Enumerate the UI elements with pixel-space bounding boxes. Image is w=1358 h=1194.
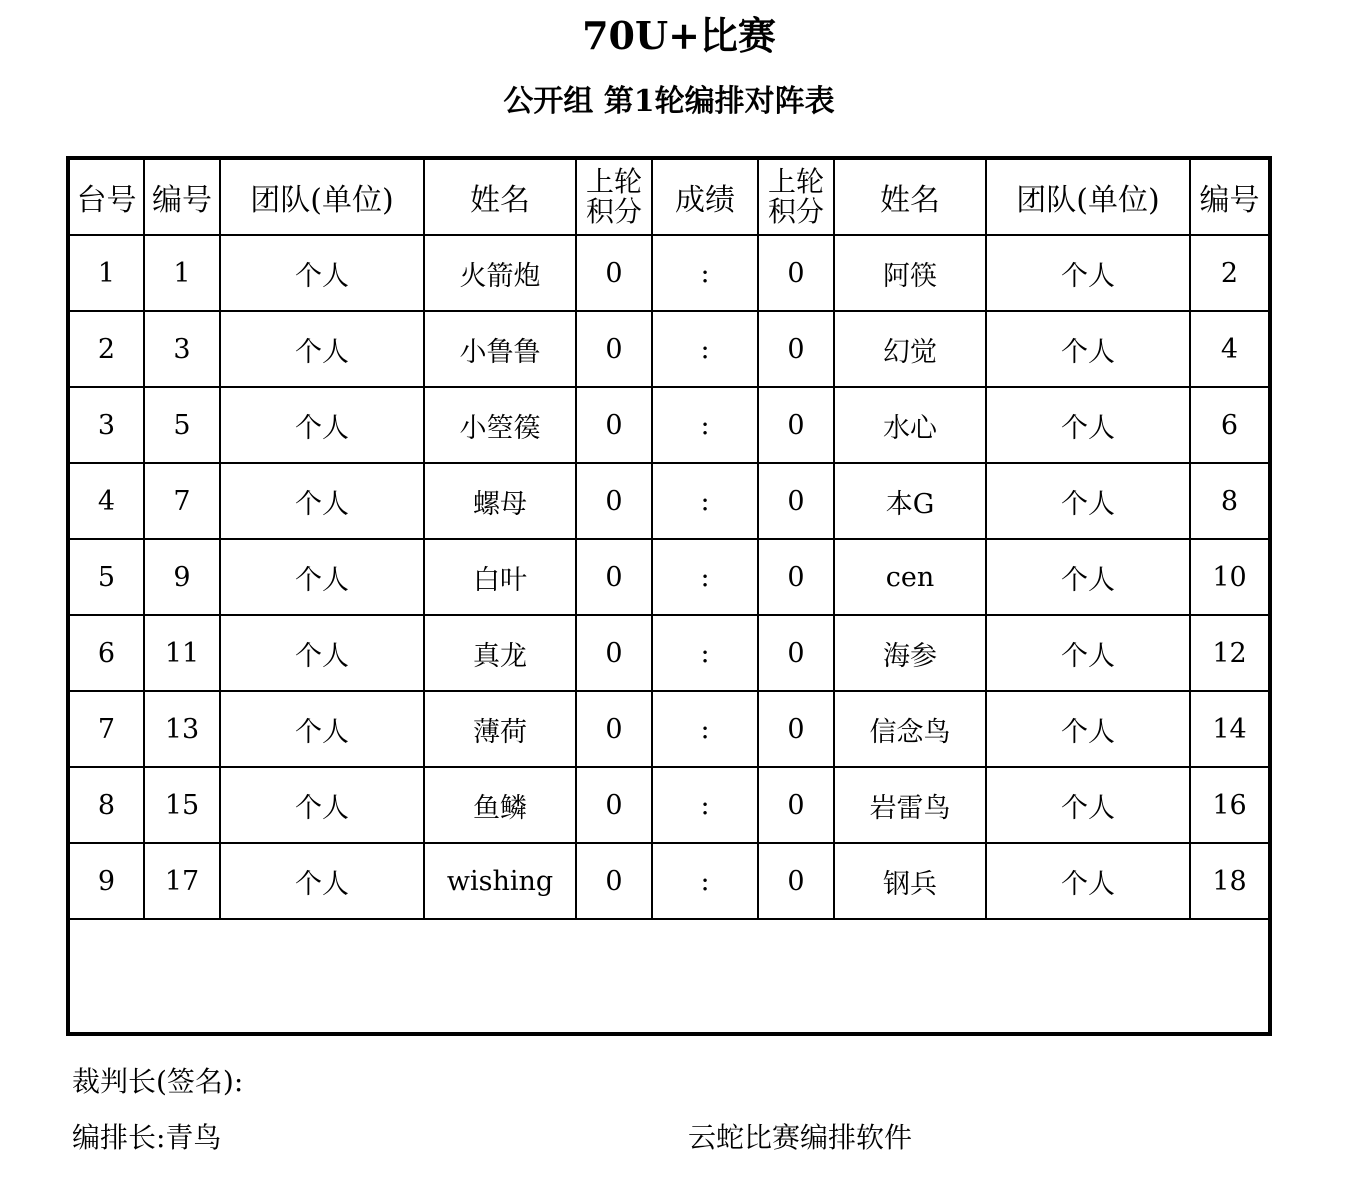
- cell-table-no: 8: [68, 767, 144, 843]
- cell-player-b-team: 个人: [986, 615, 1190, 691]
- pairing-body: [68, 235, 1270, 1034]
- cell-table-no: 6: [68, 615, 144, 691]
- cell-player-b-no: 4: [1190, 311, 1270, 387]
- cell-player-a-prev-score: 0: [576, 311, 652, 387]
- cell-player-a-prev-score: 0: [576, 691, 652, 767]
- cell-table-no: 1: [68, 235, 144, 311]
- cell-player-a-team: 个人: [220, 843, 424, 919]
- cell-player-b-team: 个人: [986, 463, 1190, 539]
- cell-result: :: [652, 539, 758, 615]
- header-player-a-name: 姓名: [424, 158, 576, 235]
- cell-player-b-team: 个人: [986, 843, 1190, 919]
- cell-player-b-name: 幻觉: [834, 311, 986, 387]
- cell-player-b-name: 阿筷: [834, 235, 986, 311]
- cell-player-b-name: 岩雷鸟: [834, 767, 986, 843]
- cell-player-a-prev-score: 0: [576, 463, 652, 539]
- cell-player-b-team: 个人: [986, 311, 1190, 387]
- cell-player-a-name: 白叶: [424, 539, 576, 615]
- header-player-b-team: 团队(单位): [986, 158, 1190, 235]
- cell-player-b-no: 2: [1190, 235, 1270, 311]
- header-result: 成绩: [652, 158, 758, 235]
- header-player-a-team: 团队(单位): [220, 158, 424, 235]
- cell-result: :: [652, 463, 758, 539]
- cell-player-a-no: 3: [144, 311, 220, 387]
- cell-player-a-name: 薄荷: [424, 691, 576, 767]
- cell-player-a-no: 5: [144, 387, 220, 463]
- cell-player-b-prev-score: 0: [758, 311, 834, 387]
- cell-table-no: 7: [68, 691, 144, 767]
- table-row: [68, 767, 1270, 843]
- cell-table-no: 9: [68, 843, 144, 919]
- cell-player-b-team: 个人: [986, 691, 1190, 767]
- cell-player-b-name: 钢兵: [834, 843, 986, 919]
- blank-cell: [68, 919, 1270, 1034]
- cell-player-a-name: wishing: [424, 843, 576, 919]
- cell-player-b-no: 14: [1190, 691, 1270, 767]
- header-player-b-no: 编号: [1190, 158, 1270, 235]
- cell-result: :: [652, 387, 758, 463]
- table-row: [68, 615, 1270, 691]
- cell-result: :: [652, 767, 758, 843]
- cell-player-a-prev-score: 0: [576, 767, 652, 843]
- header-player-a-prev-score: 上轮积分: [576, 158, 652, 235]
- cell-player-a-name: 鱼鳞: [424, 767, 576, 843]
- cell-player-b-no: 6: [1190, 387, 1270, 463]
- blank-row: [68, 919, 1270, 1034]
- cell-player-b-no: 12: [1190, 615, 1270, 691]
- cell-player-b-no: 18: [1190, 843, 1270, 919]
- cell-player-a-name: 螺母: [424, 463, 576, 539]
- cell-player-a-no: 1: [144, 235, 220, 311]
- cell-player-a-prev-score: 0: [576, 843, 652, 919]
- cell-player-b-no: 10: [1190, 539, 1270, 615]
- cell-player-a-prev-score: 0: [576, 387, 652, 463]
- document-subtitle: 公开组 第1轮编排对阵表: [503, 84, 835, 119]
- cell-player-a-name: 小鲁鲁: [424, 311, 576, 387]
- table-row: [68, 463, 1270, 539]
- table-row: [68, 691, 1270, 767]
- cell-result: :: [652, 311, 758, 387]
- cell-player-a-team: 个人: [220, 767, 424, 843]
- cell-player-b-no: 8: [1190, 463, 1270, 539]
- cell-player-b-team: 个人: [986, 539, 1190, 615]
- header-player-b-name: 姓名: [834, 158, 986, 235]
- cell-result: :: [652, 615, 758, 691]
- cell-result: :: [652, 843, 758, 919]
- cell-player-b-prev-score: 0: [758, 539, 834, 615]
- cell-player-a-no: 7: [144, 463, 220, 539]
- document-title: 70U+比赛: [582, 13, 776, 58]
- cell-player-a-name: 小箜篌: [424, 387, 576, 463]
- header-player-a-no: 编号: [144, 158, 220, 235]
- referee-signature-label: 裁判长(签名):: [72, 1065, 244, 1098]
- cell-player-a-team: 个人: [220, 463, 424, 539]
- software-credit: 云蛇比赛编排软件: [688, 1121, 913, 1154]
- cell-player-a-team: 个人: [220, 387, 424, 463]
- table-row: [68, 311, 1270, 387]
- table-row: [68, 387, 1270, 463]
- cell-player-b-team: 个人: [986, 767, 1190, 843]
- pairing-table: [66, 156, 1272, 1036]
- cell-player-b-name: 本G: [834, 463, 986, 539]
- arranger-label: 编排长:青鸟: [72, 1121, 222, 1154]
- cell-table-no: 3: [68, 387, 144, 463]
- cell-table-no: 5: [68, 539, 144, 615]
- cell-player-a-name: 真龙: [424, 615, 576, 691]
- cell-player-a-no: 15: [144, 767, 220, 843]
- cell-player-b-prev-score: 0: [758, 235, 834, 311]
- cell-player-a-team: 个人: [220, 311, 424, 387]
- cell-player-a-team: 个人: [220, 539, 424, 615]
- cell-player-a-prev-score: 0: [576, 235, 652, 311]
- cell-player-b-name: 海参: [834, 615, 986, 691]
- cell-player-a-team: 个人: [220, 235, 424, 311]
- cell-player-a-prev-score: 0: [576, 615, 652, 691]
- cell-player-b-prev-score: 0: [758, 615, 834, 691]
- cell-player-b-prev-score: 0: [758, 387, 834, 463]
- cell-player-a-prev-score: 0: [576, 539, 652, 615]
- cell-player-b-name: cen: [834, 539, 986, 615]
- cell-result: :: [652, 691, 758, 767]
- cell-player-b-team: 个人: [986, 235, 1190, 311]
- header-player-b-prev-score: 上轮积分: [758, 158, 834, 235]
- header-table-no: 台号: [68, 158, 144, 235]
- cell-player-b-prev-score: 0: [758, 767, 834, 843]
- cell-table-no: 2: [68, 311, 144, 387]
- cell-player-a-no: 11: [144, 615, 220, 691]
- table-row: [68, 843, 1270, 919]
- cell-player-a-no: 13: [144, 691, 220, 767]
- cell-player-b-prev-score: 0: [758, 463, 834, 539]
- cell-player-b-prev-score: 0: [758, 843, 834, 919]
- cell-player-b-prev-score: 0: [758, 691, 834, 767]
- cell-player-a-team: 个人: [220, 691, 424, 767]
- cell-player-b-name: 信念鸟: [834, 691, 986, 767]
- cell-player-b-team: 个人: [986, 387, 1190, 463]
- cell-player-a-no: 17: [144, 843, 220, 919]
- cell-player-b-no: 16: [1190, 767, 1270, 843]
- cell-player-a-name: 火箭炮: [424, 235, 576, 311]
- table-row: [68, 235, 1270, 311]
- cell-player-a-no: 9: [144, 539, 220, 615]
- cell-player-a-team: 个人: [220, 615, 424, 691]
- cell-result: :: [652, 235, 758, 311]
- cell-player-b-name: 水心: [834, 387, 986, 463]
- header-row: [68, 158, 1270, 235]
- table-row: [68, 539, 1270, 615]
- cell-table-no: 4: [68, 463, 144, 539]
